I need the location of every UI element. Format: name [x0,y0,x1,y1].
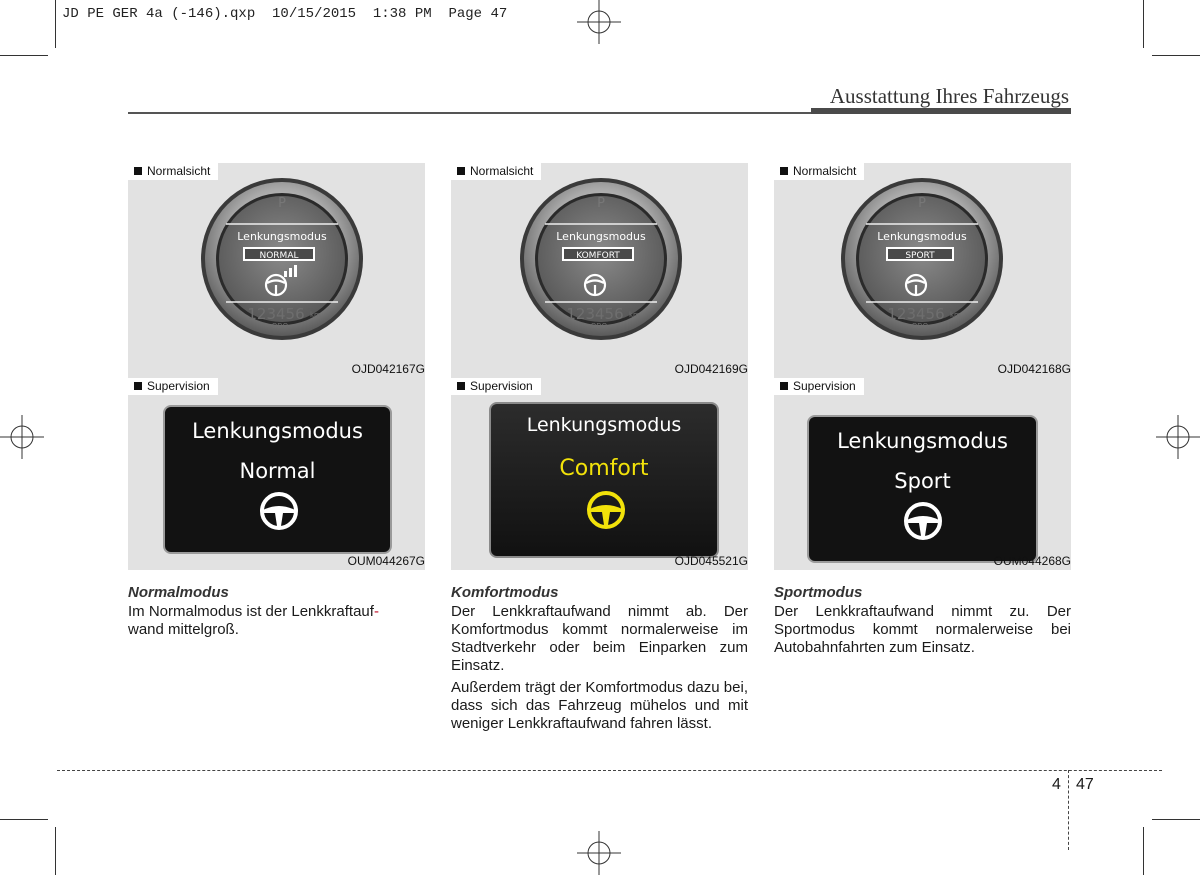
panel-label: Normalsicht [451,163,541,180]
gear-indicator: P [597,196,605,211]
image-code: OJD042169G [674,362,748,376]
body-text: Außerdem trägt der Komfortmodus dazu bei, dass sich das Fahrzeug mühelos und mit weniger Lenkkraftaufwand fahren lässt. [451,679,748,732]
cluster-gauge [200,177,364,341]
chapter-number: 4 [1052,776,1061,793]
gear-indicator: P [278,196,286,211]
page-number: 47 [1076,776,1094,793]
screen-mode: Normal [239,459,316,483]
gauge-title: Lenkungsmodus [556,230,646,243]
body-text: Der Lenkkraftaufwand nimmt ab. Der Komfortmodus kommt normalerweise im Stadtverkehr oder beim Einparken zum Einsatz. [451,603,748,674]
panel-label: Normalsicht [774,163,864,180]
gauge-mode-badge: KOMFORT [576,251,620,261]
section-heading: Komfortmodus [451,584,559,601]
crop-mark [1152,55,1200,56]
footer-dashed-divider [1068,770,1069,850]
header-rule-accent [811,108,1071,114]
svg-text:ODO: ODO [590,322,608,330]
cluster-gauge [519,177,683,341]
crop-mark [1143,0,1144,48]
normal-view-panel [451,163,748,378]
normal-view-panel [128,163,425,378]
steering-wheel-icon [586,490,626,530]
crop-mark [1143,827,1144,875]
supervision-screen [163,405,392,554]
svg-text:km: km [310,311,321,319]
registration-mark-left [0,415,44,459]
svg-text:km: km [950,311,961,319]
cluster-gauge [840,177,1004,341]
normal-view-panel [774,163,1071,378]
screen-mode: Comfort [559,456,649,481]
screen-mode: Sport [894,469,951,493]
odometer: 123456 [887,305,945,323]
body-text: Der Lenkkraftaufwand nimmt zu. Der Sportmodus kommt normalerweise bei Autobahnfahrten zum Einsatz. [774,603,1071,656]
steering-wheel-icon [259,491,299,531]
image-code: OUM044267G [347,554,425,568]
screen-title: Lenkungsmodus [192,419,363,443]
screen-title: Lenkungsmodus [837,429,1008,453]
odometer: 123456 [566,305,624,323]
supervision-screen [807,415,1038,563]
svg-text:km: km [629,311,640,319]
odometer: 123456 [247,305,305,323]
panel-label: Supervision [774,378,864,395]
registration-mark-bottom [577,831,621,875]
gauge-title: Lenkungsmodus [237,230,327,243]
supervision-panel [774,378,1071,570]
column-sport [774,163,1071,661]
crop-mark [0,819,48,820]
gauge-title: Lenkungsmodus [877,230,967,243]
supervision-screen [489,402,719,558]
column-comfort [451,163,748,737]
panel-label: Normalsicht [128,163,218,180]
crop-mark [1152,819,1200,820]
image-code: OJD042168G [997,362,1071,376]
panel-label: Supervision [128,378,218,395]
running-title: Ausstattung Ihres Fahrzeugs [829,84,1069,108]
section-heading: Normalmodus [128,584,229,601]
gauge-mode-badge: NORMAL [259,251,299,261]
svg-text:ODO: ODO [271,322,289,330]
image-code: OJD042167G [351,362,425,376]
supervision-panel [128,378,425,570]
crop-mark [0,55,48,56]
image-code: OUM044268G [993,554,1071,568]
supervision-panel [451,378,748,570]
screen-title: Lenkungsmodus [526,414,682,436]
section-heading: Sportmodus [774,584,863,601]
svg-text:ODO: ODO [911,322,929,330]
print-slug: JD PE GER 4a (-146).qxp 10/15/2015 1:38 PM Page 47 [62,6,508,22]
crop-mark [55,827,56,875]
gear-indicator: P [918,196,926,211]
crop-mark [55,0,56,48]
column-normal [128,163,425,643]
image-code: OJD045521G [674,554,748,568]
gauge-mode-badge: SPORT [905,251,935,261]
panel-label: Supervision [451,378,541,395]
footer-dashed-rule [57,770,1162,771]
registration-mark-top [577,0,621,44]
steering-wheel-icon [903,501,943,541]
registration-mark-right [1156,415,1200,459]
body-text: Im Normalmodus ist der Lenkkraftauf- wand mittelgroß. [128,603,379,638]
